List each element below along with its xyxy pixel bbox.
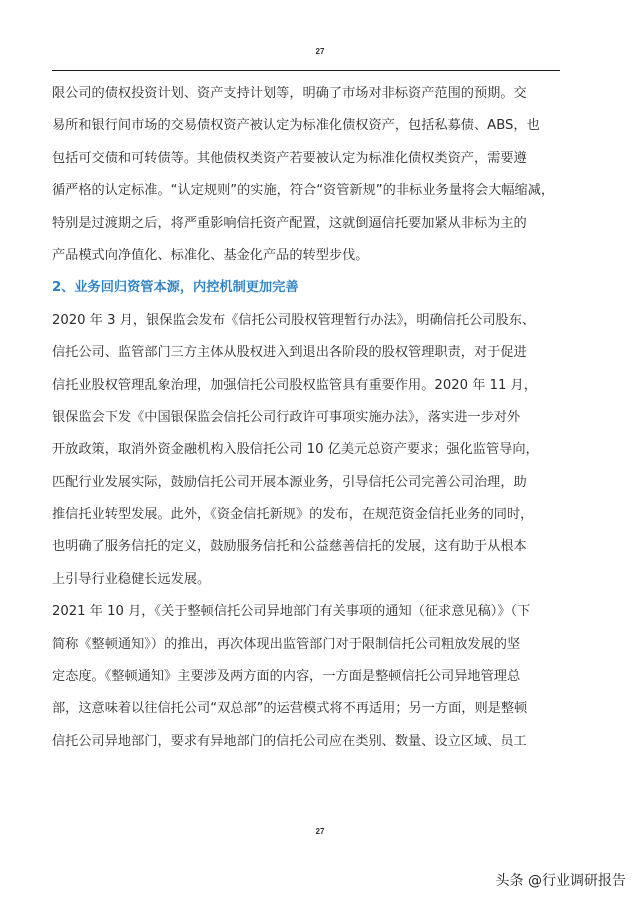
paragraph-line: 易所和银行间市场的交易债权资产被认定为标准化债权资产，包括私募债、ABS，也 bbox=[52, 118, 540, 134]
section-heading: 2、业务回归资管本源，内控机制更加完善 bbox=[52, 280, 299, 296]
paragraph-line: 产品模式向净值化、标准化、基金化产品的转型步伐。 bbox=[52, 247, 369, 263]
paragraph-line: 循严格的认定标准。“认定规则”的实施，符合“资管新规”的非标业务量将会大幅缩减， bbox=[52, 183, 555, 199]
paragraph-line: 2020 年 3 月，银保监会发布《信托公司股权管理暂行办法》，明确信托公司股东、 bbox=[52, 312, 536, 328]
paragraph-line: 部，这意味着以往信托公司“双总部”的运营模式将不再适用；另一方面，则是整顿 bbox=[52, 701, 528, 717]
page-number-top: 27 bbox=[315, 47, 325, 56]
paragraph-line: 2021 年 10 月，《关于整顿信托公司异地部门有关事项的通知（征求意见稿）》（下 bbox=[52, 604, 531, 620]
paragraph-line: 开放政策，取消外资金融机构入股信托公司 10 亿美元总资产要求；强化监管导向， bbox=[52, 442, 539, 458]
header-divider bbox=[52, 70, 560, 71]
paragraph-line: 匹配行业发展实际，鼓励信托公司开展本源业务，引导信托公司完善公司治理，助 bbox=[52, 474, 527, 490]
paragraph-line: 推信托业转型发展。此外，《资金信托新规》的发布，在规范资金信托业务的同时， bbox=[52, 507, 534, 523]
paragraph-line: 定态度。《整顿通知》主要涉及两方面的内容，一方面是整顿信托公司异地管理总 bbox=[52, 669, 521, 685]
paragraph-line: 信托公司、监管部门三方主体从股权进入到退出各阶段的股权管理职责，对于促进 bbox=[52, 345, 527, 361]
paragraph-line: 信托业股权管理乱象治理，加强信托公司股权监管具有重要作用。2020 年 11 月， bbox=[52, 377, 537, 393]
paragraph-line: 也明确了服务信托的定义，鼓励服务信托和公益慈善信托的发展，这有助于从根本 bbox=[52, 539, 527, 555]
paragraph-line: 简称《整顿通知》）的推出，再次体现出监管部门对于限制信托公司粗放发展的坚 bbox=[52, 636, 521, 652]
page-number-bottom: 27 bbox=[315, 827, 325, 836]
paragraph-line: 信托公司异地部门，要求有异地部门的信托公司应在类别、数量、设立区域、员工 bbox=[52, 733, 527, 749]
paragraph-line: 特别是过渡期之后，将严重影响信托资产配置，这就倒逼信托要加紧从非标为主的 bbox=[52, 215, 527, 231]
paragraph-line: 上引导行业稳健长远发展。 bbox=[52, 571, 211, 587]
paragraph-line: 银保监会下发《中国银保监会信托公司行政许可事项实施办法》，落实进一步对外 bbox=[52, 409, 521, 425]
paragraph-line: 包括可交债和可转债等。其他债权类资产若要被认定为标准化债权类资产，需要遵 bbox=[52, 150, 527, 166]
document-body bbox=[52, 78, 562, 758]
watermark: 头条 @行业调研报告 bbox=[495, 873, 626, 889]
paragraph-line: 限公司的债权投资计划、资产支持计划等，明确了市场对非标资产范围的预期。交 bbox=[52, 86, 527, 101]
